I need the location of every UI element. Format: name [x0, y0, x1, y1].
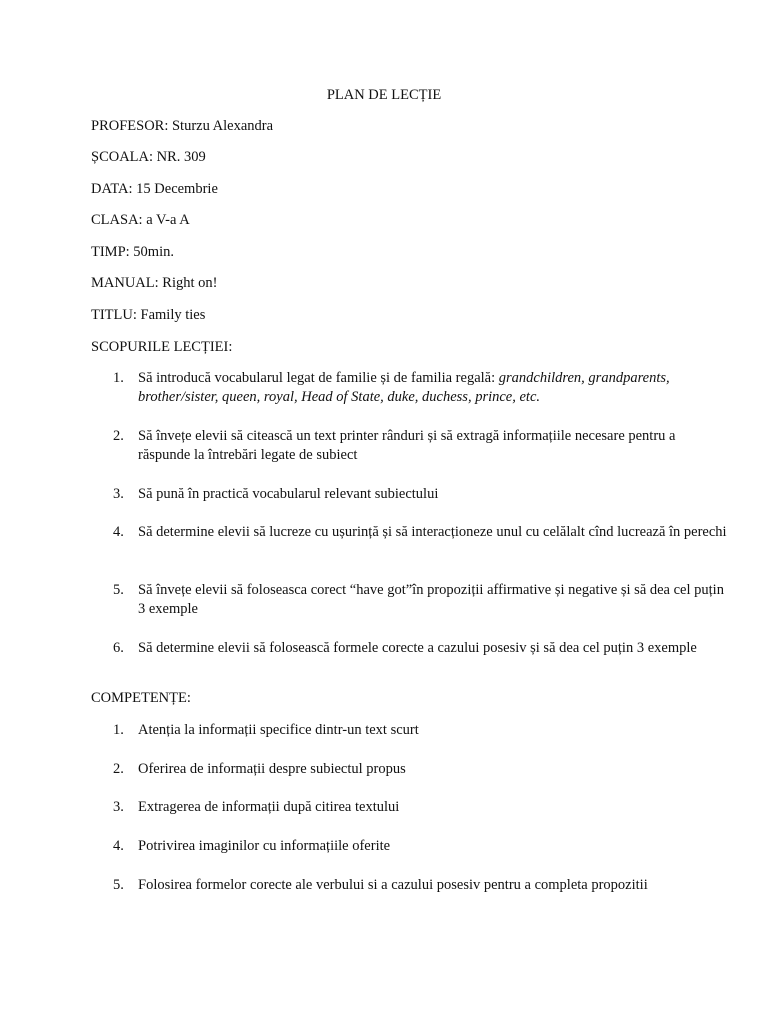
- competencies-heading: COMPETENȚE:: [91, 690, 191, 706]
- list-item-text: Să determine elevii să lucreze cu ușurință și să interacționeze unul cu celălalt cînd lucrează în perechi: [138, 524, 727, 540]
- list-item: [91, 523, 728, 542]
- list-item-text: Să învețe elevii să foloseasca corect “have got”în propoziții affirmative și negative și să dea cel puțin 3 exemple: [138, 582, 724, 617]
- field-profesor: PROFESOR: Sturzu Alexandra: [91, 118, 274, 134]
- list-item: [91, 427, 728, 465]
- list-item-number: 2.: [113, 761, 124, 777]
- objectives-heading: SCOPURILE LECȚIEI:: [91, 339, 233, 355]
- list-item-text-italic: grandchildren, grandparents, brother/sister, queen, royal, Head of State, duke, duchess, prince, etc.: [138, 370, 670, 405]
- list-item-number: 5.: [113, 877, 124, 893]
- list-item-text: Potrivirea imaginilor cu informațiile oferite: [138, 838, 391, 854]
- list-item: [91, 798, 728, 817]
- list-item-number: 2.: [113, 428, 124, 444]
- field-manual: MANUAL: Right on!: [91, 275, 218, 291]
- list-item: [91, 837, 728, 856]
- list-item-text: Atenția la informații specifice dintr-un text scurt: [138, 722, 419, 738]
- page-title: PLAN DE LECȚIE: [326, 87, 442, 103]
- list-item-text: Oferirea de informații despre subiectul propus: [138, 761, 406, 777]
- list-item: [91, 876, 728, 895]
- list-item-number: 6.: [113, 640, 124, 656]
- list-item: [91, 721, 728, 740]
- list-item-number: 5.: [113, 582, 124, 598]
- list-item-number: 3.: [113, 486, 124, 502]
- list-item-text: Să pună în practică vocabularul relevant subiectului: [138, 486, 439, 502]
- list-item: [91, 369, 728, 407]
- list-item-text: Folosirea formelor corecte ale verbului si a cazului posesiv pentru a completa propozitii: [138, 877, 648, 893]
- list-item-number: 1.: [113, 370, 124, 386]
- list-item-text-plain: Să introducă vocabularul legat de familie și de familia regală:: [138, 370, 499, 386]
- list-item-text: [138, 370, 670, 405]
- list-item: [91, 581, 728, 619]
- field-data: DATA: 15 Decembrie: [91, 181, 218, 197]
- list-item-number: 4.: [113, 524, 124, 540]
- field-titlu: TITLU: Family ties: [91, 307, 206, 323]
- list-item: [91, 485, 728, 504]
- list-item-text: Să determine elevii să folosească formele corecte a cazului posesiv și să dea cel puțin 3 exemple: [138, 640, 697, 656]
- list-item-number: 1.: [113, 722, 124, 738]
- list-item-text: Să învețe elevii să citească un text printer rânduri și să extragă informațiile necesare pentru a răspunde la întrebări legate de subiect: [138, 428, 676, 463]
- list-item: [91, 639, 728, 658]
- field-clasa: CLASA: a V-a A: [91, 212, 190, 228]
- list-item-number: 4.: [113, 838, 124, 854]
- field-timp: TIMP: 50min.: [91, 244, 174, 260]
- list-item-number: 3.: [113, 799, 124, 815]
- list-item-text: Extragerea de informații după citirea textului: [138, 799, 400, 815]
- list-item: [91, 760, 728, 779]
- field-scoala: ȘCOALA: NR. 309: [91, 149, 206, 165]
